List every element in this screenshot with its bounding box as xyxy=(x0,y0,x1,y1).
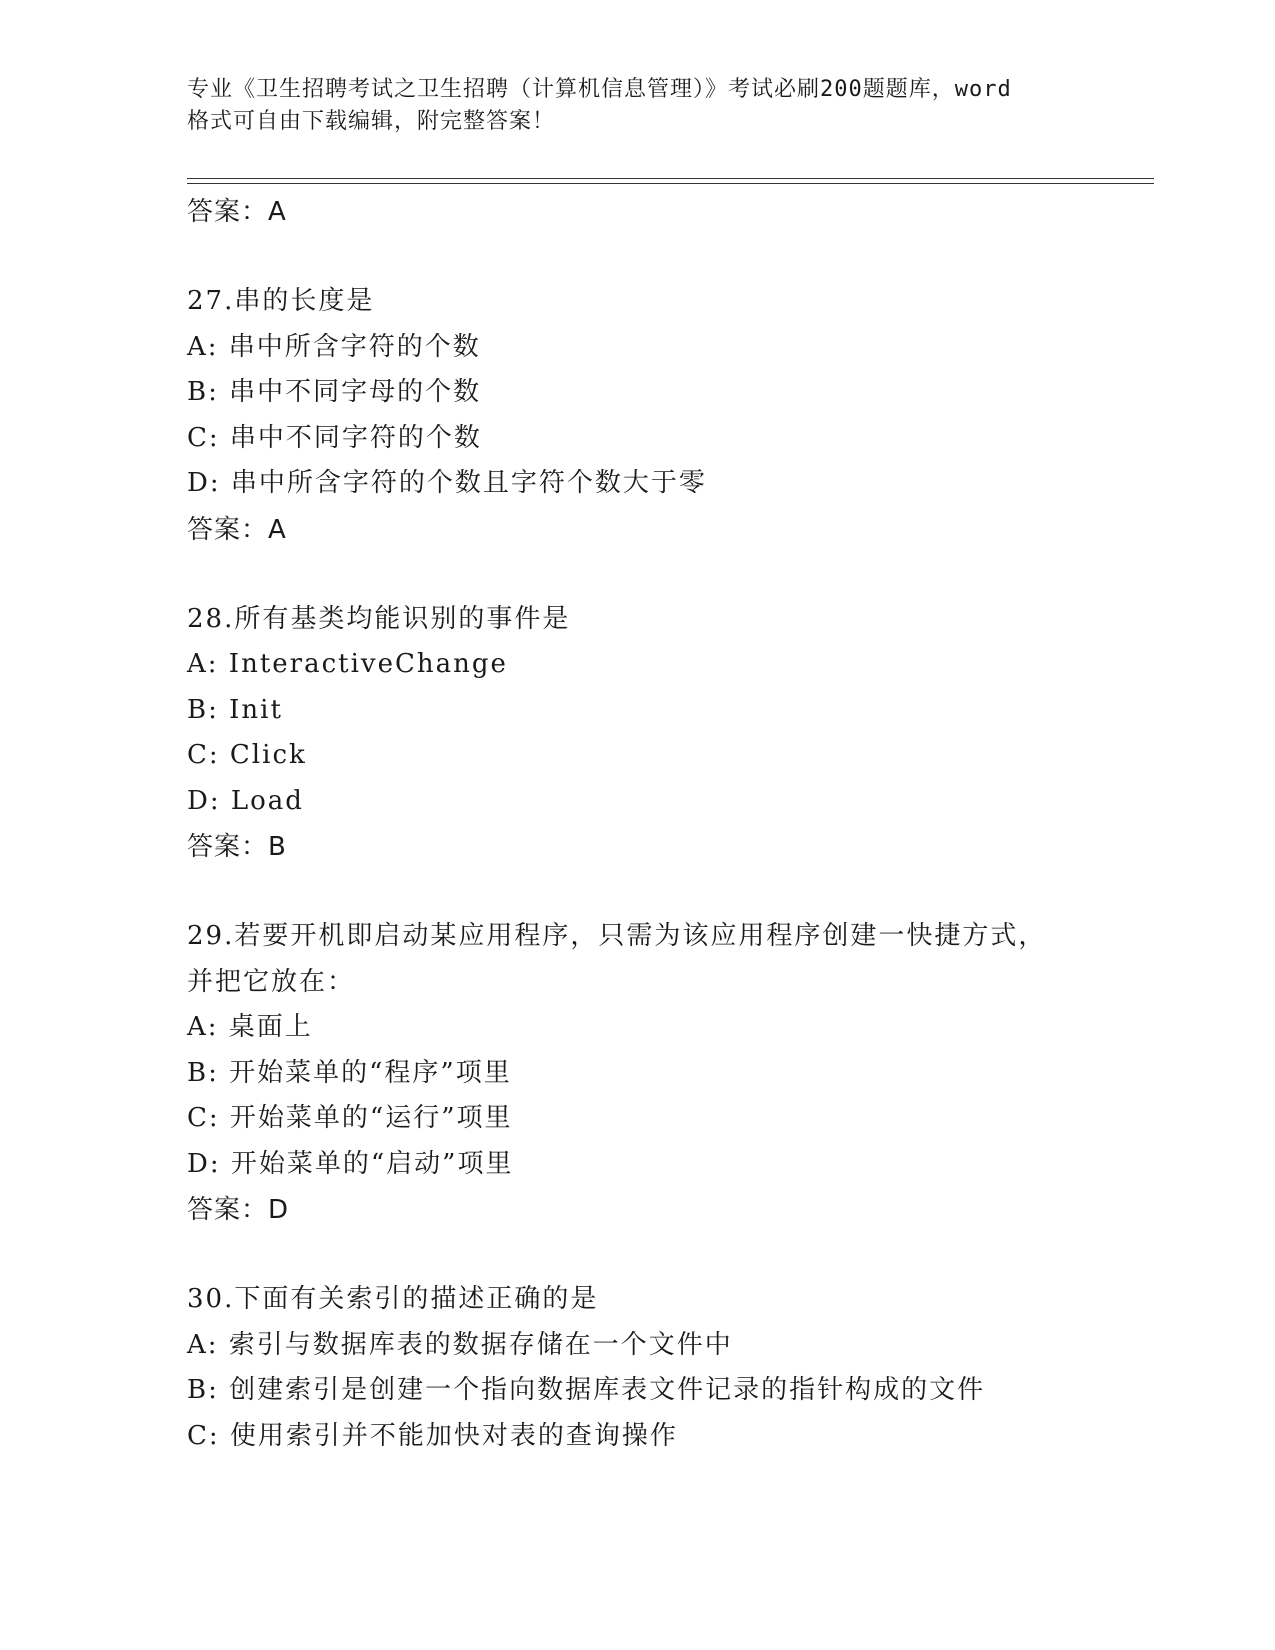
document-header xyxy=(187,74,1087,138)
question-stem: 28.所有基类均能识别的事件是 xyxy=(187,603,571,634)
question-30 xyxy=(187,1277,1127,1459)
option-a: A: InteractiveChange xyxy=(187,649,508,679)
option-b: B: 创建索引是创建一个指向数据库表文件记录的指针构成的文件 xyxy=(187,1375,986,1405)
header-line-2: 格式可自由下载编辑，附完整答案！ xyxy=(187,109,556,134)
spacer xyxy=(187,1233,1127,1277)
spacer xyxy=(187,553,1127,597)
answer-26: 答案：A xyxy=(187,197,287,227)
option-c: C: 开始菜单的“运行”项里 xyxy=(187,1103,513,1133)
option-a: A: 索引与数据库表的数据存储在一个文件中 xyxy=(187,1329,733,1360)
spacer xyxy=(187,870,1127,914)
option-a: A: 串中所含字符的个数 xyxy=(187,331,481,362)
question-stem: 30.下面有关索引的描述正确的是 xyxy=(187,1284,599,1314)
question-stem: 27.串的长度是 xyxy=(187,286,375,316)
question-29 xyxy=(187,914,1127,1233)
option-c: C: Click xyxy=(187,740,307,770)
header-divider-top xyxy=(187,178,1154,179)
question-list xyxy=(187,189,1127,1459)
option-c: C: 使用索引并不能加快对表的查询操作 xyxy=(187,1420,678,1451)
option-d: D: 开始菜单的“启动”项里 xyxy=(187,1148,514,1179)
header-line-1: 专业《卫生招聘考试之卫生招聘（计算机信息管理）》考试必刷200题题库，word xyxy=(187,77,1012,102)
question-28 xyxy=(187,597,1127,871)
option-b: B: 开始菜单的“程序”项里 xyxy=(187,1057,512,1088)
option-d: D: 串中所含字符的个数且字符个数大于零 xyxy=(187,468,707,498)
option-c: C: 串中不同字符的个数 xyxy=(187,422,482,453)
option-b: B: 串中不同字母的个数 xyxy=(187,377,482,407)
header-divider-bottom xyxy=(187,183,1154,184)
option-a: A: 桌面上 xyxy=(187,1012,313,1042)
answer: 答案：B xyxy=(187,832,287,862)
question-stem-continued: 并把它放在： xyxy=(187,966,356,997)
spacer xyxy=(187,235,1127,279)
answer: 答案：A xyxy=(187,514,287,545)
question-27 xyxy=(187,279,1127,553)
answer: 答案：D xyxy=(187,1195,290,1225)
question-stem: 29.若要开机即启动某应用程序，只需为该应用程序创建一快捷方式， xyxy=(187,921,1047,951)
option-b: B: Init xyxy=(187,694,283,725)
option-d: D: Load xyxy=(187,785,304,816)
